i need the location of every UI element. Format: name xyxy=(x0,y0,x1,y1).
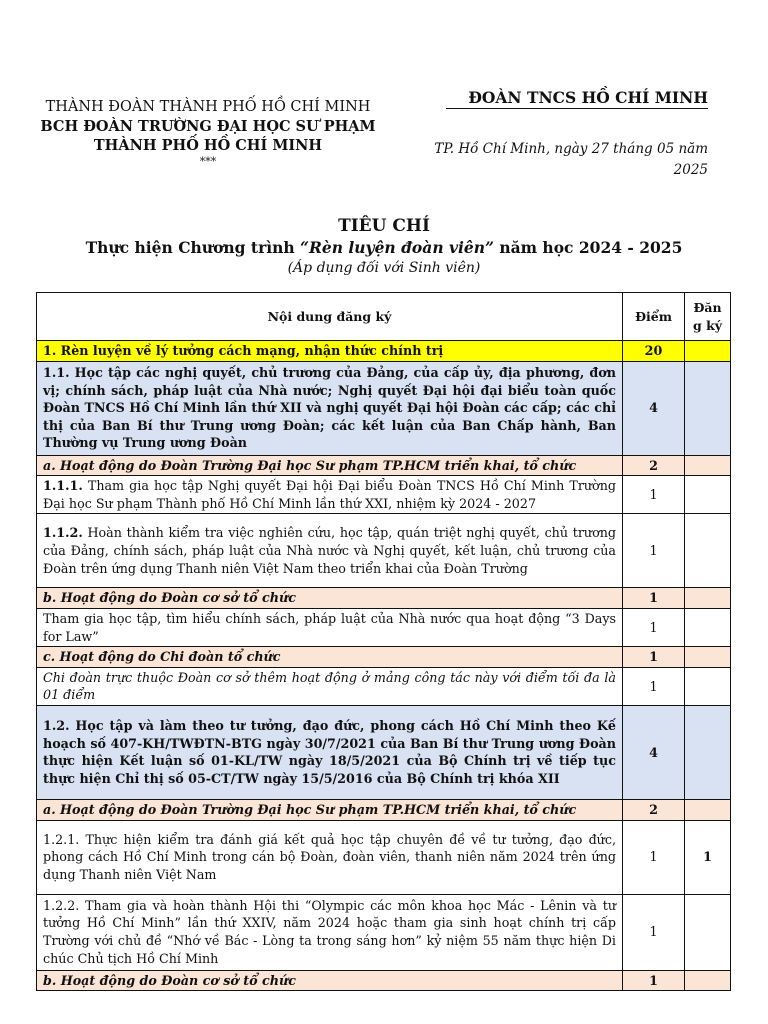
row-content: b. Hoạt động do Đoàn cơ sở tổ chức xyxy=(37,970,623,991)
row-register-cell[interactable] xyxy=(685,361,731,455)
item-row xyxy=(37,514,731,588)
row-register-cell[interactable] xyxy=(685,647,731,668)
row-content: 1. Rèn luyện về lý tưởng cách mạng, nhận thức chính trị xyxy=(37,341,623,362)
row-register-cell[interactable] xyxy=(685,588,731,609)
row-points: 2 xyxy=(623,455,685,476)
row-content: 1.2. Học tập và làm theo tư tưởng, đạo đức, phong cách Hồ Chí Minh theo Kế hoạch số 407-KH/TWĐTN-BTG ngày 30/7/2021 của Ban Bí thư Trung ương Đoàn thực hiện Kết luận số 01-KL/TW ngày 18/5/2021 của Bộ Chính trị về tiếp tục thực hiện Chỉ thị số 05-CT/TW ngày 15/5/2016 của Bộ Chính trị khóa XII xyxy=(37,705,623,799)
row-register-cell[interactable] xyxy=(685,455,731,476)
section-row xyxy=(37,341,731,362)
row-content xyxy=(37,514,623,588)
row-register-cell[interactable] xyxy=(685,476,731,514)
document-date xyxy=(414,139,708,181)
row-content: Chi đoàn trực thuộc Đoàn cơ sở thêm hoạt động ở mảng công tác này với điểm tối đa là 01 điểm xyxy=(37,667,623,705)
criteria-table xyxy=(36,292,731,991)
document-note: (Áp dụng đối với Sinh viên) xyxy=(287,260,481,276)
subsection-row xyxy=(37,705,731,799)
issuer-line-1: THÀNH ĐOÀN THÀNH PHỐ HỒ CHÍ MINH xyxy=(45,99,371,115)
subsection-row xyxy=(37,361,731,455)
row-content xyxy=(37,476,623,514)
item-number: 1.1.2. xyxy=(43,525,83,541)
group-row xyxy=(37,455,731,476)
row-register-cell[interactable] xyxy=(685,970,731,991)
item-number: 1.1.1. xyxy=(43,478,83,494)
row-content: 1.1. Học tập các nghị quyết, chủ trương của Đảng, của cấp ủy, địa phương, đơn vị; chính sách, pháp luật của Nhà nước; Nghị quyết Đại hội đại biểu toàn quốc Đoàn TNCS Hồ Chí Minh lần thứ XII và nghị quyết Đại hội Đoàn các cấp; các chỉ thị của Ban Bí thư Trung ương Đoàn; các kết luận của Ban Chấp hành, Ban Thường vụ Trung ương Đoàn xyxy=(37,361,623,455)
date-line-2: 2025 xyxy=(673,162,708,178)
header-register: Đăn g ký xyxy=(685,293,731,341)
row-points: 4 xyxy=(623,361,685,455)
item-row xyxy=(37,894,731,970)
row-content: b. Hoạt động do Đoàn cơ sở tổ chức xyxy=(37,588,623,609)
row-points: 1 xyxy=(623,820,685,894)
row-points: 1 xyxy=(623,514,685,588)
row-register-cell[interactable] xyxy=(685,514,731,588)
row-content: Tham gia học tập, tìm hiểu chính sách, pháp luật của Nhà nước qua hoạt động “3 Days for Law” xyxy=(37,608,623,646)
issuer-block xyxy=(30,98,386,168)
row-points: 4 xyxy=(623,705,685,799)
header-content: Nội dung đăng ký xyxy=(37,293,623,341)
date-line-1: TP. Hồ Chí Minh, ngày 27 tháng 05 năm xyxy=(434,141,708,157)
row-register-cell[interactable]: 1 xyxy=(685,820,731,894)
group-row xyxy=(37,647,731,668)
row-points: 1 xyxy=(623,608,685,646)
subtitle-quote: “Rèn luyện đoàn viên” xyxy=(300,238,494,257)
subtitle-post: năm học 2024 - 2025 xyxy=(493,238,683,257)
header-points: Điểm xyxy=(623,293,685,341)
issuer-line-3: THÀNH PHỐ HỒ CHÍ MINH xyxy=(93,137,323,154)
group-row xyxy=(37,799,731,820)
row-content: a. Hoạt động do Đoàn Trường Đại học Sư phạm TP.HCM triển khai, tổ chức xyxy=(37,455,623,476)
org-name: ĐOÀN TNCS HỒ CHÍ MINH xyxy=(446,88,708,109)
item-row xyxy=(37,476,731,514)
item-row xyxy=(37,820,731,894)
group-row xyxy=(37,970,731,991)
group-row xyxy=(37,588,731,609)
row-register-cell[interactable] xyxy=(685,799,731,820)
item-text: Tham gia học tập Nghị quyết Đại hội Đại biểu Đoàn TNCS Hồ Chí Minh Trường Đại học Sư phạm Thành phố Hồ Chí Minh lần thứ XXI, nhiệm kỳ 2024 - 2027 xyxy=(43,478,616,511)
row-points: 20 xyxy=(623,341,685,362)
row-points: 2 xyxy=(623,799,685,820)
row-content: c. Hoạt động do Chi đoàn tổ chức xyxy=(37,647,623,668)
row-points: 1 xyxy=(623,894,685,970)
item-row xyxy=(37,667,731,705)
document-subtitle xyxy=(0,238,768,257)
row-points: 1 xyxy=(623,667,685,705)
table-header-row xyxy=(37,293,731,341)
subtitle-pre: Thực hiện Chương trình xyxy=(85,238,301,257)
row-points: 1 xyxy=(623,588,685,609)
row-content: a. Hoạt động do Đoàn Trường Đại học Sư phạm TP.HCM triển khai, tổ chức xyxy=(37,799,623,820)
item-row xyxy=(37,608,731,646)
org-date-block xyxy=(414,88,708,181)
row-register-cell[interactable] xyxy=(685,894,731,970)
row-register-cell[interactable] xyxy=(685,705,731,799)
row-points: 1 xyxy=(623,476,685,514)
item-text: Hoàn thành kiểm tra việc nghiên cứu, học tập, quán triệt nghị quyết, chủ trương của Đảng, chính sách, pháp luật của Nhà nước và Nghị quyết, kết luận, chủ trương của Đoàn trên ứng dụng Thanh niên Việt Nam theo triển khai của Đoàn Trường xyxy=(43,525,616,576)
issuer-line-2: BCH ĐOÀN TRƯỜNG ĐẠI HỌC SƯ PHẠM xyxy=(40,118,376,135)
document-title: TIÊU CHÍ xyxy=(338,216,430,236)
issuer-stars: *** xyxy=(199,155,217,168)
row-register-cell[interactable] xyxy=(685,608,731,646)
row-points: 1 xyxy=(623,970,685,991)
row-content: 1.2.1. Thực hiện kiểm tra đánh giá kết quả học tập chuyên đề về tư tưởng, đạo đức, phong cách Hồ Chí Minh trong cán bộ Đoàn, đoàn viên, thanh niên năm 2024 trên ứng dụng Thanh niên Việt Nam xyxy=(37,820,623,894)
row-points: 1 xyxy=(623,647,685,668)
row-register-cell[interactable] xyxy=(685,341,731,362)
row-register-cell[interactable] xyxy=(685,667,731,705)
row-content: 1.2.2. Tham gia và hoàn thành Hội thi “Olympic các môn khoa học Mác - Lênin và tư tưởng Hồ Chí Minh” lần thứ XXIV, năm 2024 hoặc tham gia sinh hoạt chính trị cấp Trường với chủ đề “Nhớ về Bác - Lòng ta trong sáng hơn” kỷ niệm 55 năm thực hiện Di chúc Chủ tịch Hồ Chí Minh xyxy=(37,894,623,970)
